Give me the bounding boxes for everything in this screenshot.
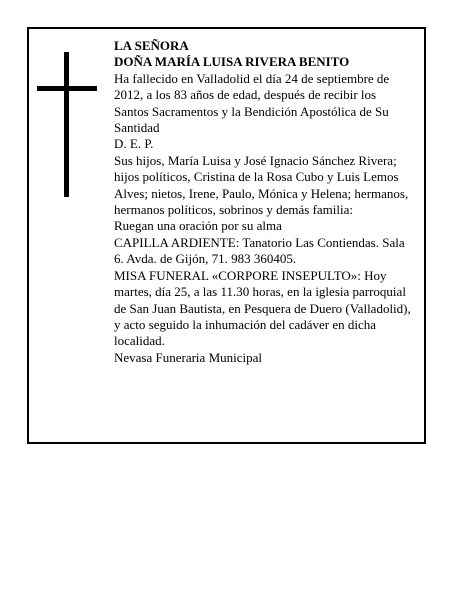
funeral-home: Nevasa Funeraria Municipal	[114, 349, 263, 365]
chapel-info: CAPILLA ARDIENTE: Tanatorio Las Contiendas. Sala 6. Avda. de Gijón, 71. 983 360405.	[114, 234, 405, 267]
dep-line: D. E. P.	[114, 136, 154, 152]
deceased-name: DOÑA MARÍA LUISA RIVERA BENITO	[114, 54, 350, 70]
cross-vertical-bar	[64, 52, 69, 197]
death-announcement: Ha fallecido en Valladolid el día 24 de septiembre de 2012, a los 83 años de edad, después de recibir los Santos Sacramentos y la Bendición Apostólica de Su Santidad	[114, 70, 390, 136]
prayer-request: Ruegan una oración por su alma	[114, 218, 282, 234]
family-list: Sus hijos, María Luisa y José Ignacio Sánchez Rivera; hijos políticos, Cristina de la Rosa Cubo y Luis Lemos Alves; nietos, Irene, Paulo, Mónica y Helena; hermanos, hermanos políticos, sobrinos y demás familia:	[114, 152, 409, 218]
obituary-text	[114, 38, 414, 366]
obituary-title: LA SEÑORA	[114, 38, 189, 53]
cross-horizontal-bar	[37, 86, 97, 91]
funeral-mass-info: MISA FUNERAL «CORPORE INSEPULTO»: Hoy martes, día 25, a las 11.30 horas, en la iglesia parroquial de San Juan Bautista, en Pesquera de Duero (Valladolid), y acto seguido la inhumación del cadáver en dicha localidad.	[114, 267, 411, 349]
cross-icon	[37, 52, 97, 197]
